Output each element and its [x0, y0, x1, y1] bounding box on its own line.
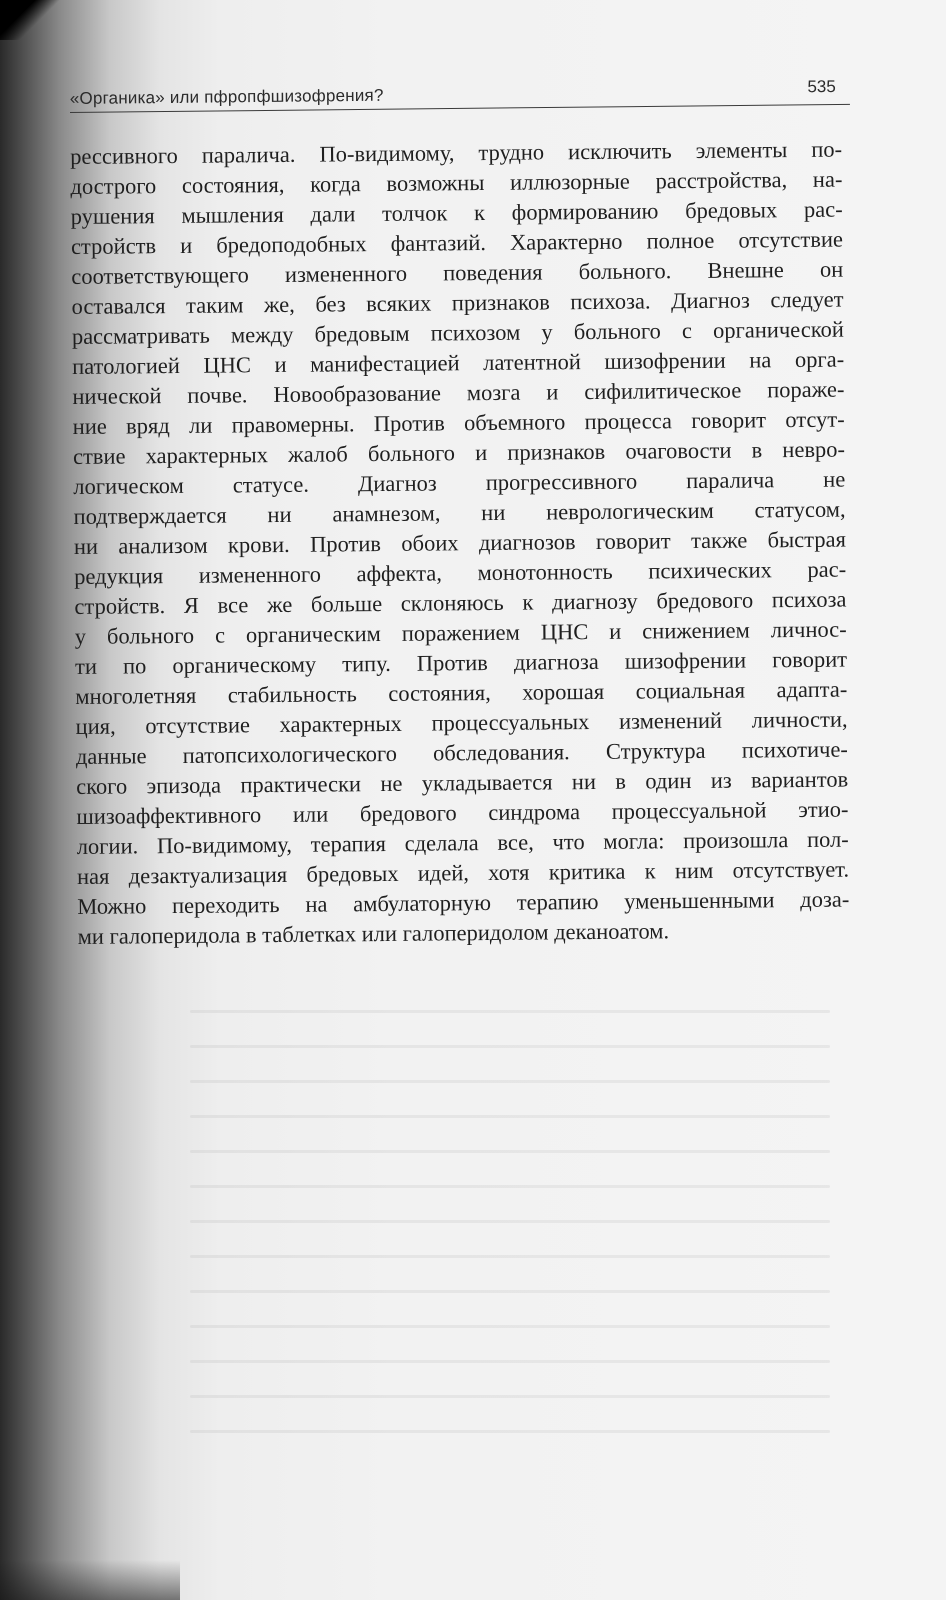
bleed-through-line: [190, 1080, 830, 1083]
bleed-through-line: [190, 1185, 830, 1188]
text-line: дострого состояния, когда возможны иллюзорные расстройства, на-: [70, 166, 843, 199]
bleed-through-line: [190, 1150, 830, 1153]
binding-shadow: [0, 0, 60, 40]
page-number: 535: [807, 76, 836, 97]
text-line: стройств и бредоподобных фантазий. Характерно полное отсутствие: [70, 226, 844, 259]
text-line: ная дезактуализация бредовых идей, хотя критика к ним отсутствует.: [76, 856, 850, 889]
text-line: шизоаффективного или бредового синдрома процессуальной этио-: [76, 796, 849, 829]
page-header: [70, 76, 850, 113]
text-line: ми галоперидола в таблетках или галоперидолом деканоатом.: [77, 918, 670, 949]
bleed-through-line: [190, 1220, 830, 1223]
bleed-through-line: [190, 1290, 830, 1293]
bleed-through-line: [190, 1255, 830, 1258]
text-line: Можно переходить на амбулаторную терапию уменьшенными доза-: [77, 886, 850, 919]
bleed-through-line: [190, 1430, 830, 1433]
binding-shadow-bottom: [0, 1560, 180, 1600]
text-line: рессивного паралича. По-видимому, трудно исключить элементы по-: [70, 136, 843, 169]
text-line: соответствующего измененного поведения больного. Внешне он: [71, 256, 844, 289]
text-line: логии. По-видимому, терапия сделала все, что могла: произошла пол-: [76, 826, 849, 859]
text-line: подтверждается ни анамнезом, ни неврологическим статусом,: [73, 496, 846, 529]
text-line: патологией ЦНС и манифестацией латентной шизофрении на орга-: [72, 346, 845, 379]
bleed-through-line: [190, 1045, 830, 1048]
text-line: данные патопсихологического обследования. Структура психотиче-: [75, 736, 848, 769]
text-line: логическом статусе. Диагноз прогрессивного паралича не: [73, 466, 846, 499]
running-title: «Органика» или пфропфшизофрения?: [69, 85, 384, 109]
text-line: нической почве. Новообразование мозга и сифилитическое пораже-: [72, 376, 845, 409]
bleed-through-line: [190, 1010, 830, 1013]
text-line: ни анализом крови. Против обоих диагнозов говорит также быстрая: [73, 526, 846, 559]
text-line: редукция измененного аффекта, монотонность психических рас-: [74, 556, 847, 589]
bleed-through-line: [190, 1360, 830, 1363]
bleed-through-line: [190, 1325, 830, 1328]
text-line: ского эпизода практически не укладывается ни в один из вариантов: [76, 766, 849, 799]
text-line: многолетняя стабильность состояния, хорошая социальная адапта-: [75, 676, 848, 709]
text-line: ти по органическому типу. Против диагноза шизофрении говорит: [74, 646, 848, 679]
text-line: ция, отсутствие характерных процессуальных изменений личности,: [75, 706, 848, 739]
text-line: ствие характерных жалоб больного и признаков очаговости в невро-: [72, 436, 846, 469]
bleed-through-line: [190, 1395, 830, 1398]
text-line: стройств. Я все же больше склоняюсь к диагнозу бредового психоза: [74, 586, 847, 619]
text-line: ние вряд ли правомерны. Против объемного процесса говорит отсут-: [72, 406, 845, 439]
text-line: рассматривать между бредовым психозом у больного с органической: [71, 316, 844, 349]
text-line: оставался таким же, без всяких признаков психоза. Диагноз следует: [71, 286, 844, 319]
body-text: [70, 135, 850, 952]
bleed-through-line: [190, 1115, 830, 1118]
text-line: рушения мышления дали толчок к формированию бредовых рас-: [70, 196, 843, 229]
text-line: у больного с органическим поражением ЦНС и снижением личнос-: [74, 616, 847, 649]
